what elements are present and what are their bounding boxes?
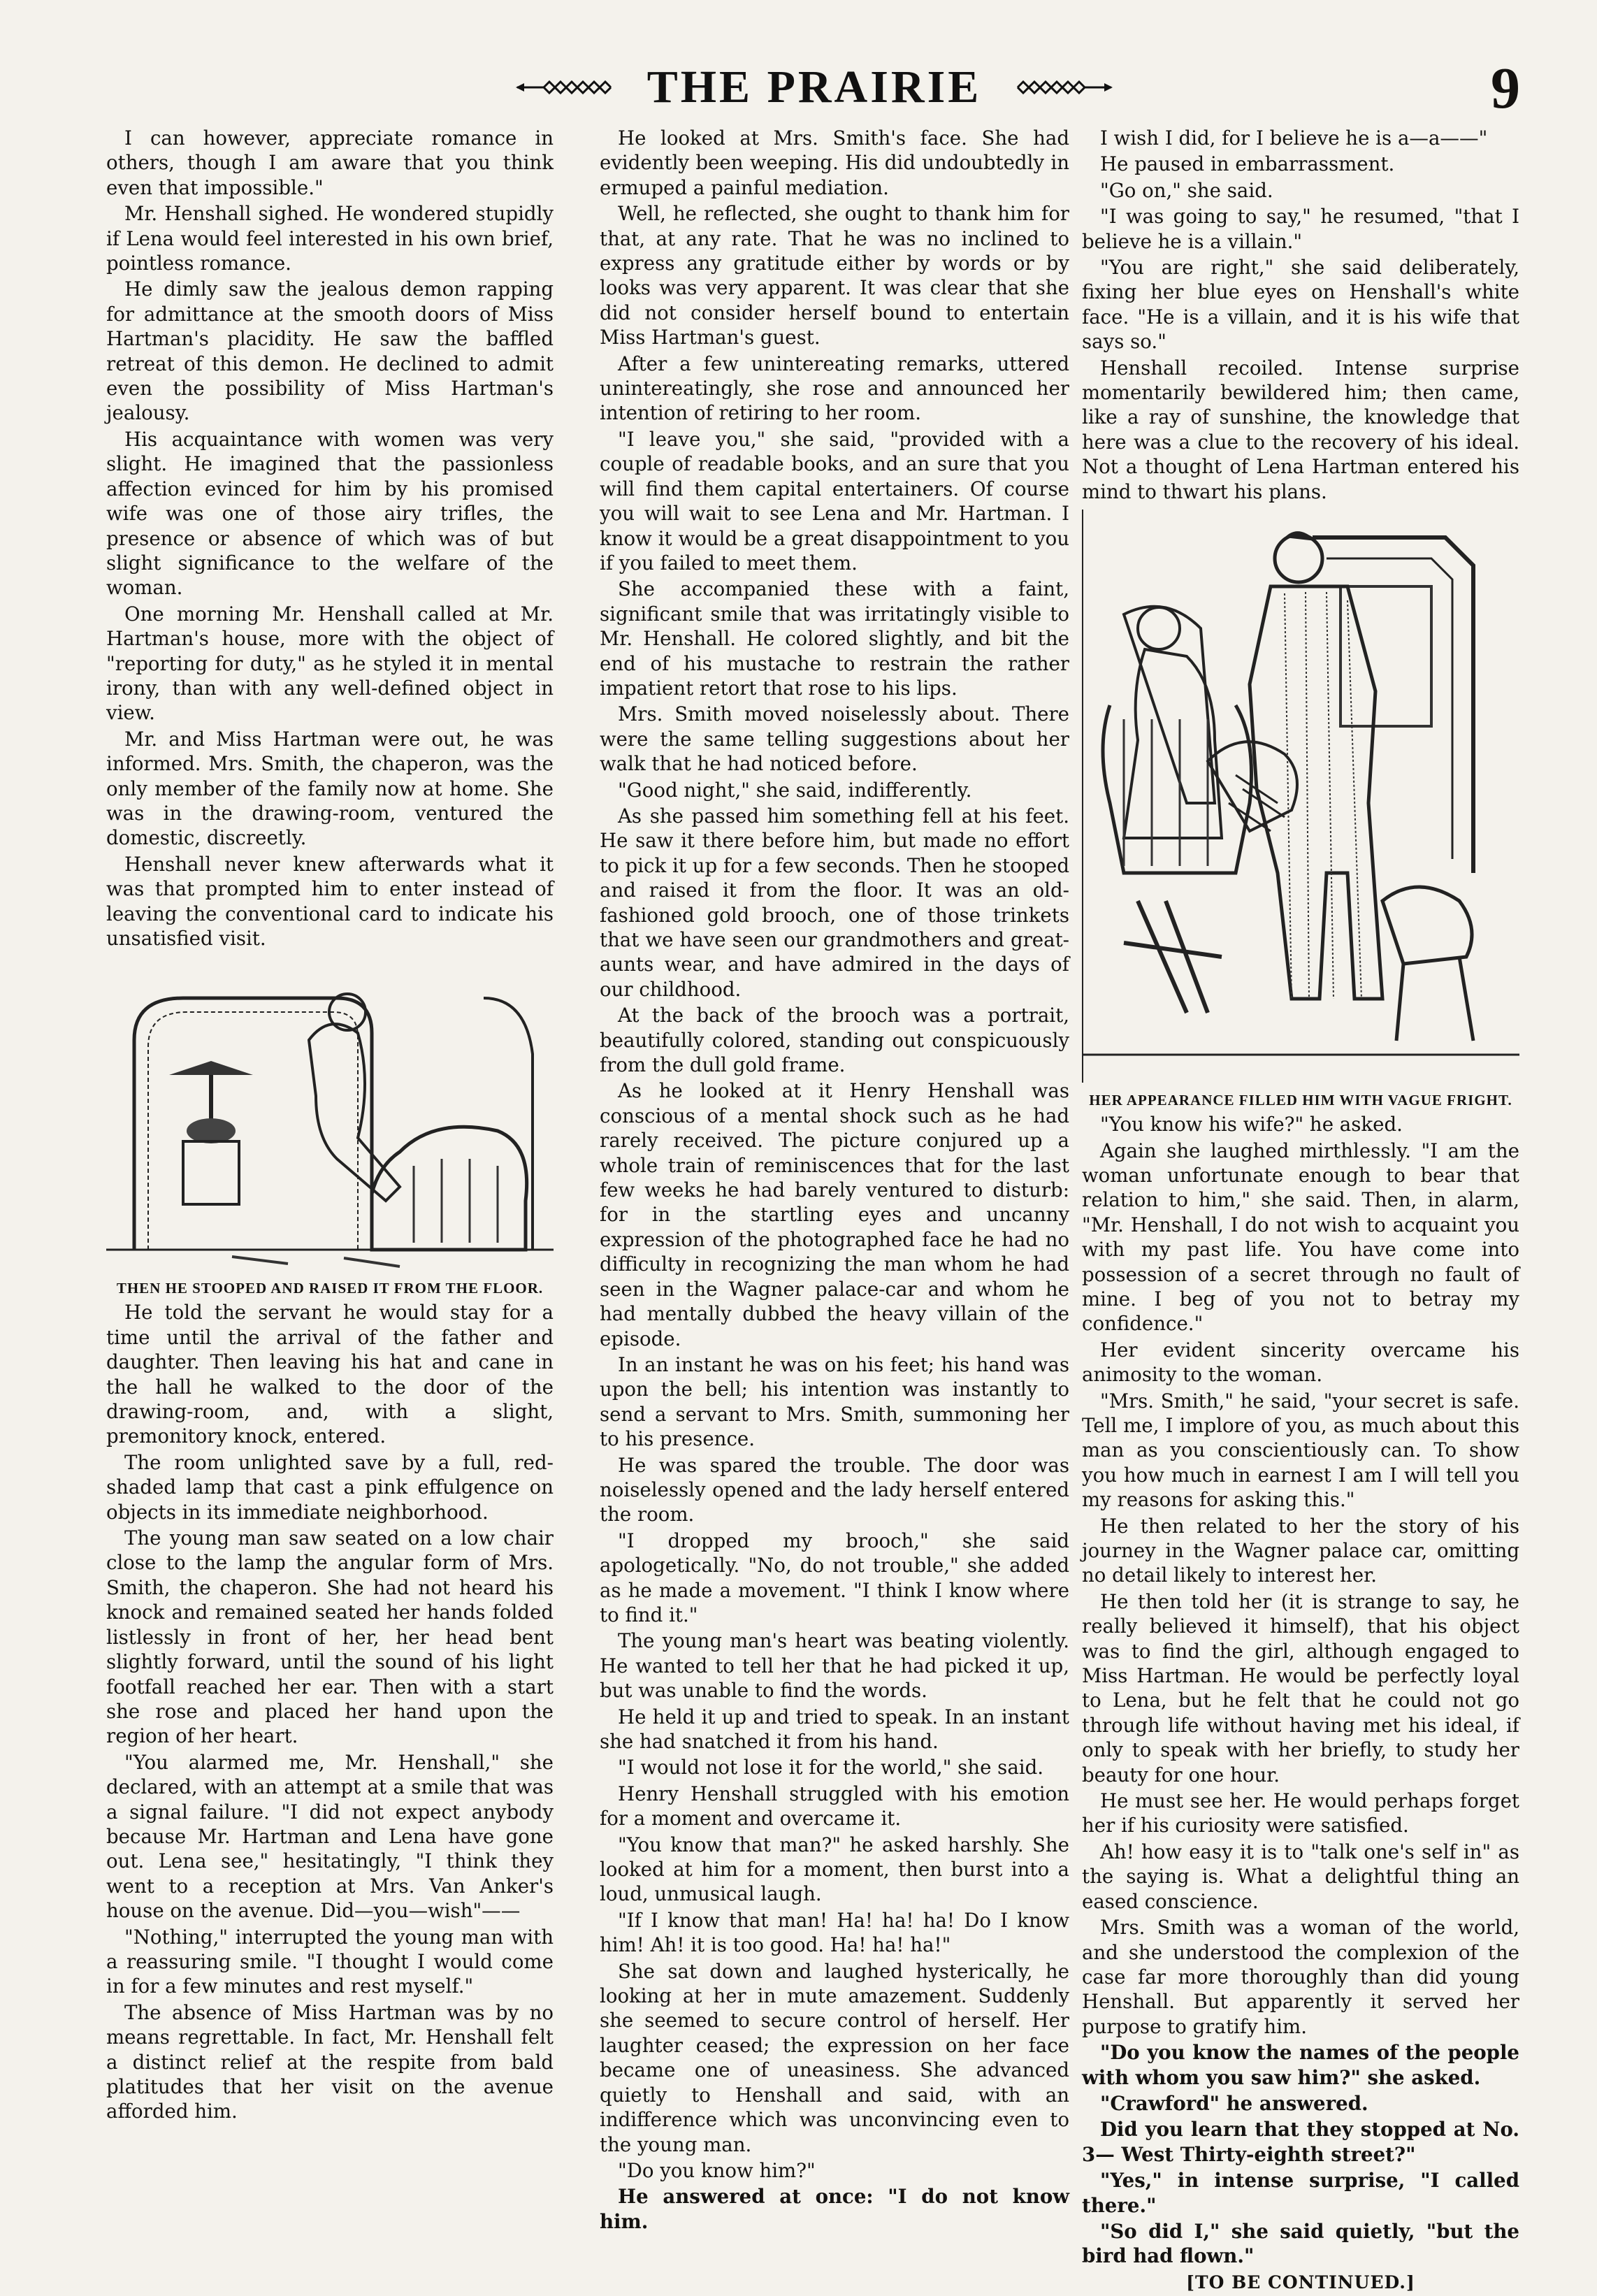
- paragraph: "Good night," she said, indifferently.: [618, 778, 972, 802]
- paragraph: I wish I did, for I believe he is a—a——": [1100, 127, 1488, 150]
- right-ornament: [1008, 73, 1113, 101]
- paragraph: He then told her (it is strange to say, he really believed it himself), that his object was to find the girl, although engaged to Miss Hartman. He would be perfectly loyal to Lena, but he felt that he could not go through life without having met his ideal, if only to speak with her briefly, to study her beauty for one hour.: [1082, 1589, 1519, 1786]
- page-number: 9: [1491, 56, 1520, 121]
- paragraph: He dimly saw the jealous demon rapping for admittance at the smooth doors of Miss Hartman's placidity. He saw the baffled retreat of this demon. He declined to admit even the possibility of Miss Hartman's jealousy.: [106, 277, 554, 425]
- paragraph: Her evident sincerity overcame his animosity to the woman.: [1082, 1338, 1519, 1387]
- paragraph: "I would not lose it for the world," she said.: [618, 1756, 1044, 1779]
- paragraph: "Go on," she said.: [1100, 178, 1273, 202]
- paragraph: As he looked at it Henry Henshall was conscious of a mental shock such as he had rarely received. The picture conjured up a whole train of reminiscences that for the last few weeks he had barely ventured to disturb: for in the startling eyes and uncanny expression of the photographed face he had no difficulty in recognizing the man whom he had seen in the Wagner palace-car and whom he had mentally dubbed the heavy villain of the episode.: [600, 1079, 1069, 1350]
- to-be-continued: [TO BE CONTINUED.]: [1186, 2272, 1415, 2293]
- paragraph: In an instant he was on his feet; his hand was upon the bell; his intention was instantly to send a servant to Mrs. Smith, summoning her to his presence.: [600, 1352, 1069, 1451]
- left-ornament: [516, 73, 621, 101]
- paragraph: "If I know that man! Ha! ha! ha! Do I know him! Ah! it is too good. Ha! ha! ha!": [600, 1908, 1069, 1957]
- paragraph: Henshall never knew afterwards what it was that prompted him to enter instead of leaving the conventional card to indicate his unsatisfied visit.: [106, 852, 554, 950]
- column-2: [600, 126, 1069, 2235]
- paragraph: Mrs. Smith moved noiselessly about. There were the same telling suggestions about her walk that he had noticed before.: [600, 702, 1069, 776]
- paragraph: Henry Henshall struggled with his emotion for a moment and overcame it.: [600, 1782, 1069, 1831]
- paragraph: Did you learn that they stopped at No. 3— West Thirty-eighth street?": [1082, 2118, 1519, 2166]
- illustration-man-in-drawing-room: [106, 956, 554, 1271]
- column-3: [1082, 126, 1519, 2296]
- paragraph: I can however, appreciate romance in others, though I am aware that you think even that impossible.": [106, 127, 554, 199]
- paragraph: Well, he reflected, she ought to thank him for that, at any rate. That he was no inclined to express any gratitude either by words or by looks was very apparent. It was clear that she did not consider herself bound to entertain Miss Hartman's guest.: [600, 202, 1069, 349]
- paragraph: She accompanied these with a faint, significant smile that was irritatingly visible to Mr. Henshall. He colored slightly, and bit the end of his mustache to restrain the rather impatient retort that rose to his lips.: [600, 577, 1069, 700]
- illustration-woman-seated-man-standing: [1082, 510, 1519, 1083]
- paragraph: He told the servant he would stay for a time until the arrival of the father and daughter. Then leaving his hat and cane in the hall he walked to the door of the drawing-room, and, with a slight, premonitory knock, entered.: [106, 1301, 554, 1448]
- illustration-caption: THEN HE STOOPED AND RAISED IT FROM THE FLOOR.: [116, 1280, 544, 1297]
- paragraph: "I leave you," she said, "provided with a couple of readable books, and an sure that you will find them capital entertainers. Of course you will wait to see Lena and Mr. Hartman. I know it would be a great disappointment to you if you failed to meet them.: [600, 427, 1069, 575]
- paragraph: "Nothing," interrupted the young man with a reassuring smile. "I thought I would come in for a few minutes and rest myself.": [106, 1925, 554, 1998]
- paragraph: Mrs. Smith was a woman of the world, and she understood the complexion of the case far more thoroughly than did young Henshall. But apparently it served her purpose to gratify him.: [1082, 1916, 1519, 2038]
- paragraph: "You alarmed me, Mr. Henshall," she declared, with an attempt at a smile that was a signal failure. "I did not expect anybody because Mr. Hartman and Lena have gone out. Lena see," hesitatingly, "I think they went to a reception at Mrs. Van Anker's house on the avenue. Did—you—wish"——: [106, 1750, 554, 1923]
- newspaper-title: THE PRAIRIE: [646, 62, 982, 113]
- paragraph: The absence of Miss Hartman was by no means regrettable. In fact, Mr. Henshall felt a distinct relief at the respite from bald platitudes that her visit on the avenue afforded him.: [106, 2000, 554, 2123]
- paragraph: Henshall recoiled. Intense surprise momentarily bewildered him; then came, like a ray of sunshine, the knowledge that here was a clue to the recovery of his ideal. Not a thought of Lena Hartman entered his mind to thwart his plans.: [1082, 356, 1519, 503]
- paragraph: "Do you know him?": [618, 2158, 816, 2182]
- paragraph: He then related to her the story of his journey in the Wagner palace car, omitting no detail likely to interest her.: [1082, 1514, 1519, 1587]
- paragraph: "You are right," she said deliberately, fixing her blue eyes on Henshall's white face. "He is a villain, and it is his wife that says so.": [1082, 256, 1519, 354]
- column-1: [106, 126, 554, 2125]
- paragraph: One morning Mr. Henshall called at Mr. Hartman's house, more with the object of "reporting for duty," as he styled it in mental irony, than with any well-defined object in view.: [106, 602, 554, 725]
- paragraph: After a few unintereating remarks, uttered unintereatingly, she rose and announced her intention of retiring to her room.: [600, 352, 1069, 425]
- paragraph: Mr. and Miss Hartman were out, he was informed. Mrs. Smith, the chaperon, was the only member of the family now at home. She was in the drawing-room, ventured the domestic, discreetly.: [106, 727, 554, 850]
- paragraph: "You know that man?" he asked harshly. She looked at him for a moment, then burst into a loud, unmusical laugh.: [600, 1833, 1069, 1906]
- paragraph: "Crawford" he answered.: [1100, 2091, 1368, 2115]
- paragraph: He was spared the trouble. The door was noiselessly opened and the lady herself entered the room.: [600, 1453, 1069, 1526]
- paragraph: "So did I," she said quietly, "but the bird had flown.": [1082, 2219, 1519, 2268]
- paragraph: "Mrs. Smith," he said, "your secret is safe. Tell me, I implore of you, as much about this man as you conscientiously can. To show you how much in earnest I am I will tell you my reasons for asking this.": [1082, 1389, 1519, 1512]
- paragraph: At the back of the brooch was a portrait, beautifully colored, standing out conspicuously from the dull gold frame.: [600, 1004, 1069, 1077]
- paragraph: The young man's heart was beating violently. He wanted to tell her that he had picked it up, but was unable to find the words.: [600, 1629, 1069, 1703]
- paragraph: Ah! how easy it is to "talk one's self in" as the saying is. What a delightful thing an eased conscience.: [1082, 1840, 1519, 1913]
- paragraph: "Do you know the names of the people with whom you saw him?" she asked.: [1082, 2041, 1519, 2089]
- paragraph: "You know his wife?" he asked.: [1100, 1113, 1403, 1136]
- paragraph: He held it up and tried to speak. In an instant she had snatched it from his hand.: [600, 1705, 1069, 1753]
- paragraph: The room unlighted save by a full, red-shaded lamp that cast a pink effulgence on objects in its immediate neighborhood.: [106, 1450, 554, 1524]
- paragraph: "Yes," in intense surprise, "I called there.": [1082, 2169, 1519, 2217]
- paragraph: Mr. Henshall sighed. He wondered stupidly if Lena would feel interested in his own brief, pointless romance.: [106, 202, 554, 275]
- paragraph: He looked at Mrs. Smith's face. She had evidently been weeping. His did undoubtedly in ermuped a painful mediation.: [600, 127, 1069, 199]
- paragraph: "I dropped my brooch," she said apologetically. "No, do not trouble," she added as he made a movement. "I think I know where to find it.": [600, 1529, 1069, 1626]
- paragraph: He paused in embarrassment.: [1100, 152, 1395, 176]
- paragraph: "I was going to say," he resumed, "that I believe he is a villain.": [1082, 205, 1519, 253]
- illustration-caption: HER APPEARANCE FILLED HIM WITH VAGUE FRIGHT.: [1089, 1092, 1512, 1109]
- paragraph: He must see her. He would perhaps forget her if his curiosity were satisfied.: [1082, 1789, 1519, 1837]
- paragraph: Again she laughed mirthlessly. "I am the woman unfortunate enough to bear that relation to him," she said. Then, in alarm, "Mr. Henshall, I do not wish to acquaint you with my past life. You have come into possession of a secret through no fault of mine. I beg of you not to betray my confidence.": [1082, 1139, 1519, 1336]
- paragraph: The young man saw seated on a low chair close to the lamp the angular form of Mrs. Smith, the chaperon. She had not heard his knock and remained seated her hands folded listlessly in front of her, her head bent slightly forward, until the sound of his light footfall reached her ear. Then with a start she rose and placed her hand upon the region of her heart.: [106, 1526, 554, 1748]
- masthead: [105, 49, 1524, 126]
- paragraph: His acquaintance with women was very slight. He imagined that the passionless affection evinced for him by his promised wife was one of those airy trifles, the presence or absence of which was of but slight significance to the welfare of the woman.: [106, 427, 554, 600]
- paragraph: As she passed him something fell at his feet. He saw it there before him, but made no effort to pick it up for a few seconds. Then he stooped and raised it from the floor. It was an old-fashioned gold brooch, one of those trinkets that we have seen our grandmothers and great-aunts wear, and have admired in the days of our childhood.: [600, 804, 1069, 1001]
- paragraph: She sat down and laughed hysterically, he looking at her in mute amazement. Suddenly she seemed to secure control of herself. Her laughter ceased; the expression on her face became one of uneasiness. She advanced quietly to Henshall and said, with an indifference which was unconvincing even to the young man.: [600, 1959, 1069, 2156]
- paragraph: He answered at once: "I do not know him.: [600, 2185, 1069, 2233]
